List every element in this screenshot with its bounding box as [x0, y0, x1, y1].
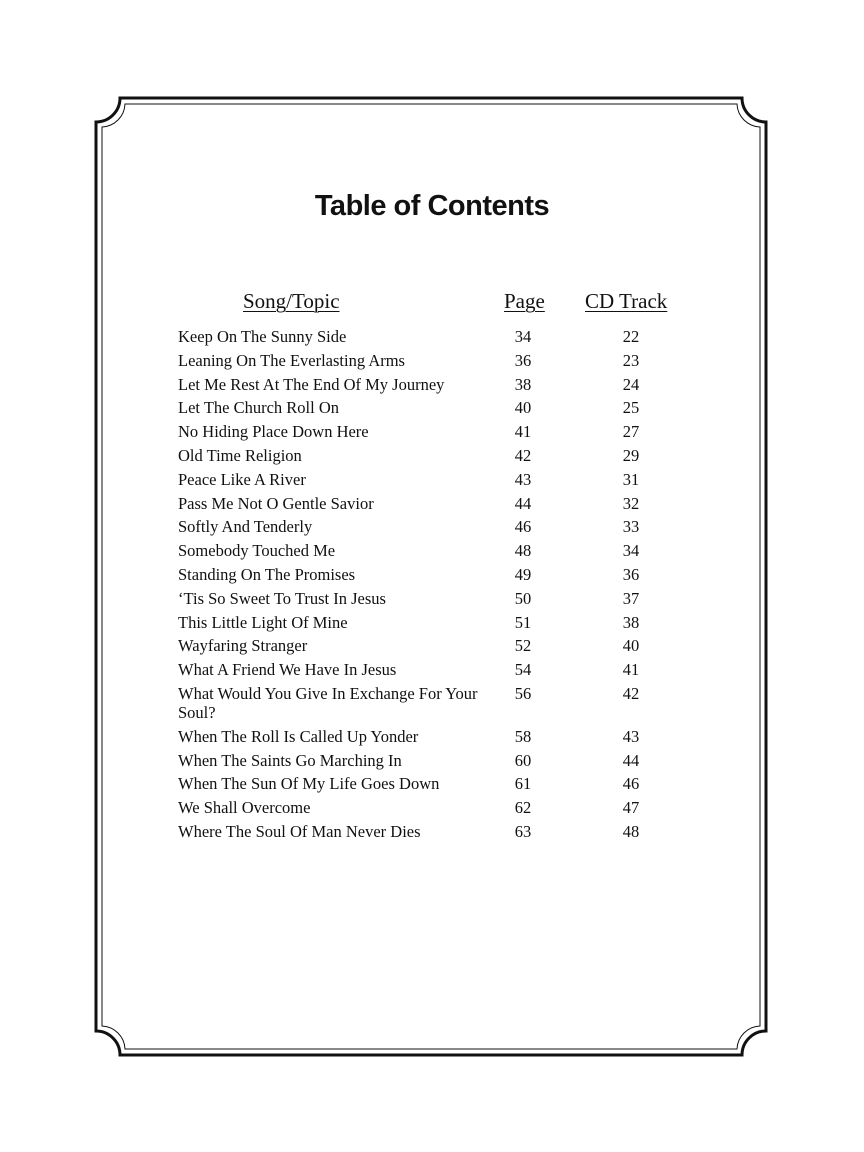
page-number: 42 — [514, 445, 532, 465]
song-title: Leaning On The Everlasting Arms — [178, 350, 405, 370]
list-item — [178, 725, 698, 749]
cd-track-number: 41 — [622, 660, 640, 680]
list-item — [178, 682, 698, 725]
cd-track-number: 47 — [622, 798, 640, 818]
song-title: Wayfaring Stranger — [178, 636, 308, 656]
page-number: 34 — [514, 327, 532, 346]
song-title: Old Time Religion — [178, 445, 302, 465]
list-item — [178, 563, 698, 587]
cd-track-number: 38 — [622, 612, 640, 632]
list-item — [178, 420, 698, 444]
column-header-song: Song/Topic — [243, 289, 340, 313]
page-number: 48 — [514, 541, 532, 561]
song-title: ‘Tis So Sweet To Trust In Jesus — [178, 588, 386, 608]
song-title: Softly And Tenderly — [178, 517, 313, 537]
list-item — [178, 444, 698, 468]
page-number: 61 — [514, 774, 532, 794]
song-title: Somebody Touched Me — [178, 541, 336, 561]
cd-track-number: 32 — [622, 493, 640, 513]
list-item — [178, 325, 698, 349]
cd-track-number: 40 — [622, 636, 640, 656]
list-item — [178, 611, 698, 635]
list-item — [178, 515, 698, 539]
page-number: 51 — [514, 612, 532, 632]
column-header-cd-track: CD Track — [585, 289, 668, 313]
song-title: What A Friend We Have In Jesus — [178, 660, 397, 680]
list-item — [178, 539, 698, 563]
list-item — [178, 396, 698, 420]
song-title: Standing On The Promises — [178, 564, 356, 584]
cd-track-number: 43 — [622, 726, 640, 746]
cd-track-number: 22 — [622, 327, 640, 346]
page-number: 62 — [514, 798, 532, 818]
list-item — [178, 373, 698, 397]
page-number: 40 — [514, 398, 532, 418]
song-title: This Little Light Of Mine — [178, 612, 348, 632]
cd-track-number: 46 — [622, 774, 640, 794]
page-number: 46 — [514, 517, 532, 537]
list-item — [178, 658, 698, 682]
cd-track-number: 24 — [622, 374, 640, 394]
page-number: 50 — [514, 588, 532, 608]
page-number: 60 — [514, 750, 532, 770]
page-number: 49 — [514, 564, 532, 584]
song-title: No Hiding Place Down Here — [178, 422, 369, 442]
list-item — [178, 820, 698, 844]
song-title: Let The Church Roll On — [178, 398, 340, 418]
page-number: 38 — [514, 374, 532, 394]
song-title: Pass Me Not O Gentle Savior — [178, 493, 374, 513]
page-number: 63 — [514, 821, 532, 841]
song-title: Peace Like A River — [178, 469, 306, 489]
cd-track-number: 48 — [622, 821, 640, 841]
cd-track-number: 27 — [622, 422, 640, 442]
cd-track-number: 34 — [622, 541, 640, 561]
list-item — [178, 587, 698, 611]
page-number: 36 — [514, 350, 532, 370]
list-item — [178, 492, 698, 516]
list-item — [178, 796, 698, 820]
song-title: When The Roll Is Called Up Yonder — [178, 726, 419, 746]
page-number: 52 — [514, 636, 532, 656]
page-number: 43 — [514, 469, 532, 489]
page-number: 58 — [514, 726, 532, 746]
song-title: Let Me Rest At The End Of My Journey — [178, 374, 445, 394]
page-number: 41 — [514, 422, 532, 442]
cd-track-number: 23 — [622, 350, 640, 370]
list-item — [178, 749, 698, 773]
column-header-page: Page — [504, 289, 545, 313]
page-title: Table of Contents — [314, 190, 550, 222]
song-title: Where The Soul Of Man Never Dies — [178, 821, 421, 841]
list-item — [178, 468, 698, 492]
cd-track-number: 33 — [622, 517, 640, 537]
cd-track-number: 31 — [622, 469, 640, 489]
page-number: 44 — [514, 493, 532, 513]
list-item — [178, 634, 698, 658]
cd-track-number: 36 — [622, 564, 640, 584]
cd-track-number: 42 — [622, 683, 640, 703]
list-item — [178, 772, 698, 796]
song-title: When The Saints Go Marching In — [178, 750, 402, 770]
song-title: Keep On The Sunny Side — [178, 327, 347, 346]
page-number: 54 — [514, 660, 532, 680]
cd-track-number: 25 — [622, 398, 640, 418]
page-number: 56 — [514, 683, 532, 703]
cd-track-number: 37 — [622, 588, 640, 608]
song-title: When The Sun Of My Life Goes Down — [178, 774, 440, 794]
song-title: What Would You Give In Exchange For Your Soul? — [178, 683, 478, 722]
cd-track-number: 44 — [622, 750, 640, 770]
contents-list — [178, 325, 698, 844]
song-title: We Shall Overcome — [178, 798, 311, 818]
cd-track-number: 29 — [622, 445, 640, 465]
list-item — [178, 349, 698, 373]
